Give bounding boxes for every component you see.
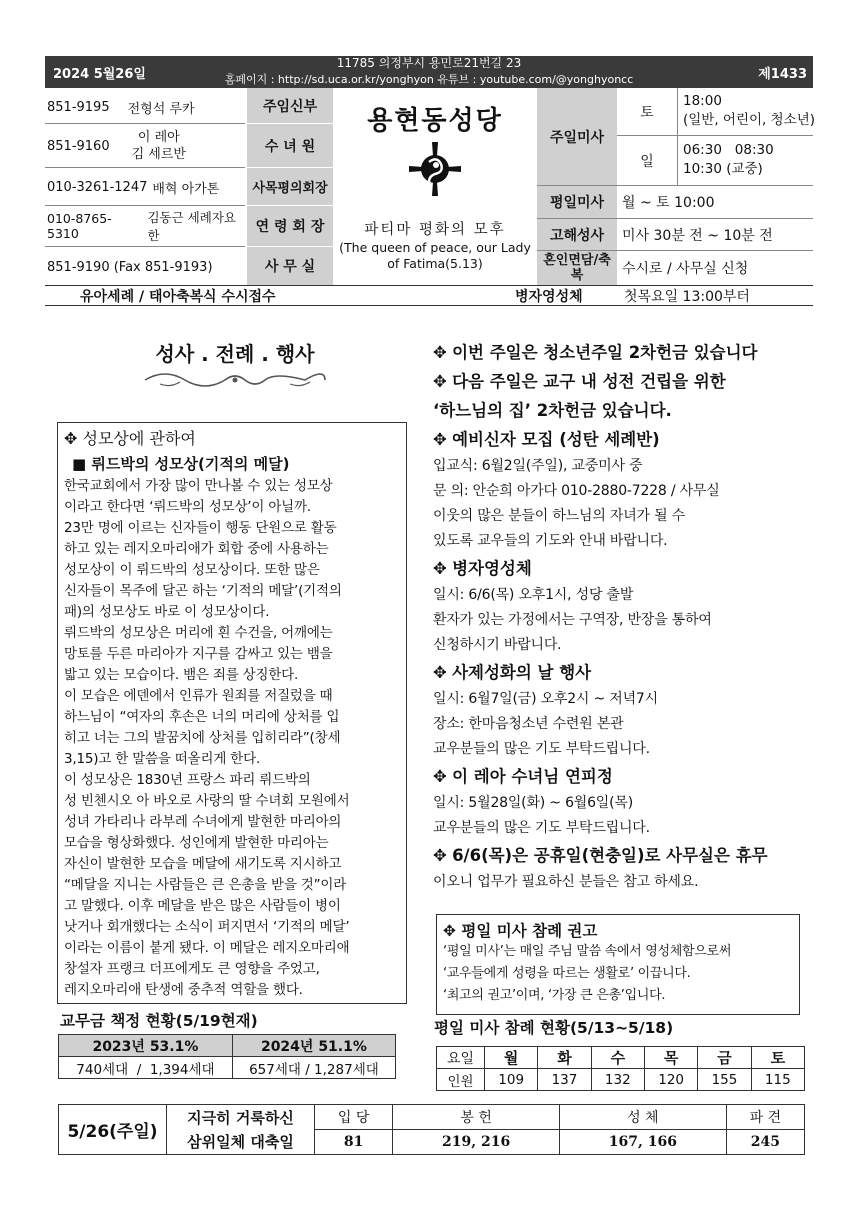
contact-name: 배혁 아가톤 xyxy=(152,181,220,197)
stats-value: 81 xyxy=(315,1130,393,1155)
contact-phone: 851-9195 xyxy=(47,99,110,115)
contact-phone: 010-8765-5310 xyxy=(47,211,112,241)
cross-bullet-icon: ✥ xyxy=(433,559,453,578)
contact-row xyxy=(47,92,247,122)
weekday-attend-title: 평일 미사 참례 현황(5/13~5/18) xyxy=(434,1019,674,1037)
notice-line xyxy=(433,583,813,608)
notice-line xyxy=(433,712,813,737)
box-line: 하고 있는 레지오마리애가 회합 중에 사용하는 xyxy=(64,541,329,557)
cross-bullet-icon: ✥ xyxy=(64,429,78,448)
notice-text: ‘하느님의 집’ 2차헌금 있습니다. xyxy=(433,401,672,420)
recommend-heading xyxy=(443,919,793,941)
sunday-stats-table xyxy=(58,1104,805,1155)
notice-line xyxy=(433,816,813,841)
stats-value: 219, 216 xyxy=(393,1130,560,1155)
recommend-heading-text: 평일 미사 참례 권고 xyxy=(461,922,598,940)
saturday-label: 토 xyxy=(640,104,654,121)
quota-value: 740세대 / 1,394세대 xyxy=(59,1057,233,1079)
notice-text: 사제성화의 날 행사 xyxy=(452,663,592,682)
notice-text: 문 의: 안순희 아가다 010-2880-7228 / 사무실 xyxy=(433,483,720,499)
cross-bullet-icon: ✥ xyxy=(443,922,456,940)
weekday-count: 109 xyxy=(485,1069,538,1091)
notice-text: 다음 주일은 교구 내 성전 건립을 위한 xyxy=(452,372,726,391)
sick-communion-label: 병자영성체 xyxy=(515,289,583,305)
box-line: 낫거나 회개했다는 소식이 퍼지면서 ‘기적의 메달’ xyxy=(64,919,350,935)
box-heading xyxy=(64,426,400,449)
confession-value: 미사 30분 전 ~ 10분 전 xyxy=(622,227,773,244)
cross-bullet-icon: ✥ xyxy=(433,846,453,865)
notice-heading xyxy=(433,841,813,870)
stats-header: 봉 헌 xyxy=(393,1105,560,1130)
role-label: 주임신부 xyxy=(247,88,333,123)
notice-text: 교우분들의 많은 기도 부탁드립니다. xyxy=(433,741,650,757)
divider xyxy=(45,246,245,247)
sunday-time-main: 10:30 (교중) xyxy=(683,161,763,177)
stats-header: 성 체 xyxy=(559,1105,726,1130)
box-line: 레지오마리애 탄생에 중추적 역할을 했다. xyxy=(64,982,303,998)
contact-phone: 851-9160 xyxy=(47,138,110,154)
notice-line xyxy=(433,870,813,895)
cross-bullet-icon: ✥ xyxy=(433,343,453,362)
divider xyxy=(45,167,245,168)
box-line: 이 모습은 에덴에서 인류가 원죄를 저질렀을 때 xyxy=(64,688,333,704)
notice-heading xyxy=(433,425,813,454)
notice-text: 예비신자 모집 (성탄 세례반) xyxy=(452,430,660,449)
box-line: 이라는 이름이 붙게 됐다. 이 메달은 레지오마리애 xyxy=(64,940,350,956)
weekday-day: 월 xyxy=(485,1047,538,1069)
box-line: 고 말했다. 이후 메달을 받은 많은 사람들이 병이 xyxy=(64,898,341,914)
box-line: 3,15)고 한 말씀을 떠올리게 한다. xyxy=(64,751,261,767)
section-title: 성사 . 전례 . 행사 xyxy=(155,342,315,366)
weekday-count: 137 xyxy=(538,1069,591,1091)
notice-line xyxy=(433,454,813,479)
notice-line xyxy=(433,396,813,425)
box-line: 이 성모상은 1830년 프랑스 파리 뤼드박의 xyxy=(64,772,311,788)
box-line: 밟고 있는 모습이다. 뱀은 죄를 상징한다. xyxy=(64,667,299,683)
weekday-count: 132 xyxy=(591,1069,644,1091)
weekday-day: 화 xyxy=(538,1047,591,1069)
recommend-line: ‘최고의 권고’이며, ‘가장 큰 은총’입니다. xyxy=(443,988,666,1003)
contact-row xyxy=(47,126,247,166)
notice-text: 환자가 있는 가정에서는 구역장, 반장을 통하여 xyxy=(433,612,712,628)
weekday-mass-label: 평일미사 xyxy=(537,186,617,218)
weekday-count: 120 xyxy=(644,1069,697,1091)
stats-header: 파 견 xyxy=(726,1105,804,1130)
box-line: 패)의 성모상도 바로 이 성모상이다. xyxy=(64,604,270,620)
box-heading-text: 성모상에 관하여 xyxy=(82,429,196,448)
box-body xyxy=(64,476,400,1001)
masthead-bar xyxy=(45,56,813,88)
box-subheading: ■ 뤼드박의 성모상(기적의 메달) xyxy=(72,455,290,473)
box-line: 신자들이 목주에 달곤 하는 ‘기적의 메달’(기적의 xyxy=(64,583,342,599)
weekday-day: 토 xyxy=(751,1047,804,1069)
contact-row xyxy=(47,250,247,284)
contact-name: 이 레아 김 세르반 xyxy=(131,130,186,162)
contact-phone: 010-3261-1247 xyxy=(47,179,148,195)
notice-text: 장소: 한마음청소년 수련원 본관 xyxy=(433,716,624,732)
role-label: 수 녀 원 xyxy=(247,124,333,167)
quota-header: 2023년 53.1% xyxy=(59,1035,233,1057)
weekday-attend-table xyxy=(436,1046,805,1091)
notice-line xyxy=(433,737,813,762)
notice-heading xyxy=(433,367,813,396)
notice-line xyxy=(433,633,813,658)
notice-heading xyxy=(433,658,813,687)
role-label: 사 무 실 xyxy=(247,247,333,285)
saturday-mass xyxy=(683,92,815,130)
saturday-time: 18:00 xyxy=(683,93,722,109)
contact-phone: 851-9190 (Fax 851-9193) xyxy=(47,259,213,275)
box-line: 한국교회에서 가장 많이 만나볼 수 있는 성모상 xyxy=(64,478,333,494)
notice-heading xyxy=(433,338,813,367)
weekday-day: 수 xyxy=(591,1047,644,1069)
divider xyxy=(45,305,813,306)
feast-line: 지극히 거룩하신 xyxy=(167,1105,315,1130)
stats-value: 245 xyxy=(726,1130,804,1155)
box-line: 성녀 가타리나 라부레 수녀에게 발현한 마리아의 xyxy=(64,814,342,830)
notice-text: 입교식: 6월2일(주일), 교중미사 중 xyxy=(433,458,643,474)
recommend-line: ‘교우들에게 성령을 따르는 생활로’ 이끕니다. xyxy=(443,966,691,981)
box-line: 창설자 프랭크 더프에게도 큰 영향을 주었고, xyxy=(64,961,320,977)
notice-text: 교우분들의 많은 기도 부탁드립니다. xyxy=(433,820,650,836)
box-line: “메달을 지니는 사람들은 큰 은총을 받을 것”이라 xyxy=(64,877,347,893)
notice-line xyxy=(433,791,813,816)
weekday-day: 목 xyxy=(644,1047,697,1069)
marian-statue-box xyxy=(57,422,407,1004)
weekday-day: 금 xyxy=(698,1047,751,1069)
patron-name: 파티마 평화의 모후 xyxy=(364,222,506,238)
contact-row xyxy=(47,208,247,244)
box-line: 성모상이 이 뤼드박의 성모상이다. 또한 많은 xyxy=(64,562,320,578)
role-label: 연 령 회 장 xyxy=(247,206,333,246)
notice-text: 이번 주일은 청소년주일 2차헌금 있습니다 xyxy=(452,343,758,362)
notice-text: 병자영성체 xyxy=(452,559,532,578)
church-name: 용현동성당 xyxy=(367,106,503,136)
quota-table xyxy=(58,1034,396,1079)
notice-heading xyxy=(433,554,813,583)
weekday-count: 115 xyxy=(751,1069,804,1091)
box-line: 23만 명에 이르는 신자들이 행동 단원으로 활동 xyxy=(64,520,337,536)
recommend-line: ‘평일 미사’는 매일 주님 말씀 속에서 영성체함으로써 xyxy=(443,944,732,959)
church-logo-icon xyxy=(405,140,465,198)
sunday-mass xyxy=(683,141,774,179)
sunday-label: 일 xyxy=(640,153,654,170)
notice-line xyxy=(433,687,813,712)
feast-line: 삼위일체 대축일 xyxy=(167,1130,315,1155)
recommend-box xyxy=(436,914,800,1015)
cross-bullet-icon: ✥ xyxy=(433,430,453,449)
notice-text: 일시: 6월7일(금) 오후2시 ~ 저녁7시 xyxy=(433,691,658,707)
confession-label: 고해성사 xyxy=(537,219,617,250)
notice-text: 이웃의 많은 분들이 하느님의 자녀가 될 수 xyxy=(433,508,686,524)
notice-text: 있도록 교우들의 기도와 안내 바랍니다. xyxy=(433,533,668,549)
weekday-count: 155 xyxy=(698,1069,751,1091)
notice-line xyxy=(433,479,813,504)
ornament-divider-icon xyxy=(140,370,330,390)
quota-header: 2024년 51.1% xyxy=(232,1035,395,1057)
sunday-time-early: 06:30 08:30 xyxy=(683,142,774,158)
church-address: 11785 의정부시 용민로21번길 23 xyxy=(336,56,522,70)
marriage-value: 수시로 / 사무실 신청 xyxy=(622,261,749,277)
stats-header: 입 당 xyxy=(315,1105,393,1130)
divider xyxy=(677,88,678,185)
box-line: 자신이 발현한 모습을 메달에 새기도록 지시하고 xyxy=(64,856,342,872)
quota-value: 657세대 / 1,287세대 xyxy=(232,1057,395,1079)
patron-english: (The queen of peace, our Lady of Fatima(5.13) xyxy=(339,240,531,271)
stats-value: 167, 166 xyxy=(559,1130,726,1155)
notice-line xyxy=(433,504,813,529)
weekday-row-label: 인원 xyxy=(437,1069,485,1091)
notice-list xyxy=(433,338,813,895)
notice-text: 신청하시기 바랍니다. xyxy=(433,637,562,653)
notice-line xyxy=(433,529,813,554)
contact-name: 김동근 세례자요한 xyxy=(147,210,236,243)
notice-heading xyxy=(433,762,813,791)
notice-text: 일시: 6/6(목) 오후1시, 성당 출발 xyxy=(433,587,634,603)
role-label: 사목평의회장 xyxy=(247,168,333,205)
weekday-header-label: 요일 xyxy=(437,1047,485,1069)
box-line: 이라고 한다면 ‘뤼드박의 성모상’이 아닐까. xyxy=(64,499,311,515)
box-line: 뤼드박의 성모상은 머리에 흰 수건을, 어깨에는 xyxy=(64,625,333,641)
notice-line xyxy=(433,608,813,633)
sunday-mass-label: 주일미사 xyxy=(537,88,617,185)
baptism-notice: 유아세례 / 태아축복식 수시접수 xyxy=(80,289,276,305)
box-line: 망토를 두른 마리아가 지구를 감싸고 있는 뱀을 xyxy=(64,646,333,662)
cross-bullet-icon: ✥ xyxy=(433,372,453,391)
cross-bullet-icon: ✥ xyxy=(433,767,453,786)
divider xyxy=(45,205,245,206)
sick-communion-time: 첫목요일 13:00부터 xyxy=(624,289,750,305)
notice-text: 이오니 업무가 필요하신 분들은 참고 하세요. xyxy=(433,874,699,890)
notice-text: 일시: 5월28일(화) ~ 6월6일(목) xyxy=(433,795,633,811)
cross-bullet-icon: ✥ xyxy=(433,663,453,682)
box-line: 모습을 형상화했다. 성인에게 발현한 마리아는 xyxy=(64,835,329,851)
marriage-label: 혼인면담/축복 xyxy=(537,251,617,285)
box-line: 성 빈첸시오 아 바오로 사랑의 딸 수녀회 모원에서 xyxy=(64,793,350,809)
contact-row xyxy=(47,170,247,204)
stats-date: 5/26(주일) xyxy=(59,1105,167,1155)
issue-date: 2024 5월26일 xyxy=(53,67,146,82)
saturday-note: (일반, 어린이, 청소년) xyxy=(683,112,816,128)
box-line: 하느님이 “여자의 후손은 너의 머리에 상처를 입 xyxy=(64,709,340,725)
box-line: 히고 너는 그의 발꿈치에 상처를 입히리라”(창세 xyxy=(64,730,341,746)
contact-name: 전형석 루카 xyxy=(127,101,195,117)
divider xyxy=(45,123,245,124)
church-website[interactable]: 홈페이지 : http://sd.uca.or.kr/yonghyon 유튜브 : youtube.com/@yonghyoncc xyxy=(224,73,634,86)
issue-number: 제1433 xyxy=(758,67,807,82)
quota-title: 교무금 책정 현황(5/19현재) xyxy=(60,1012,258,1030)
notice-text: 이 레아 수녀님 연피정 xyxy=(452,767,613,786)
weekday-mass-value: 월 ~ 토 10:00 xyxy=(622,195,715,211)
notice-text: 6/6(목)은 공휴일(현충일)로 사무실은 휴무 xyxy=(452,846,768,865)
